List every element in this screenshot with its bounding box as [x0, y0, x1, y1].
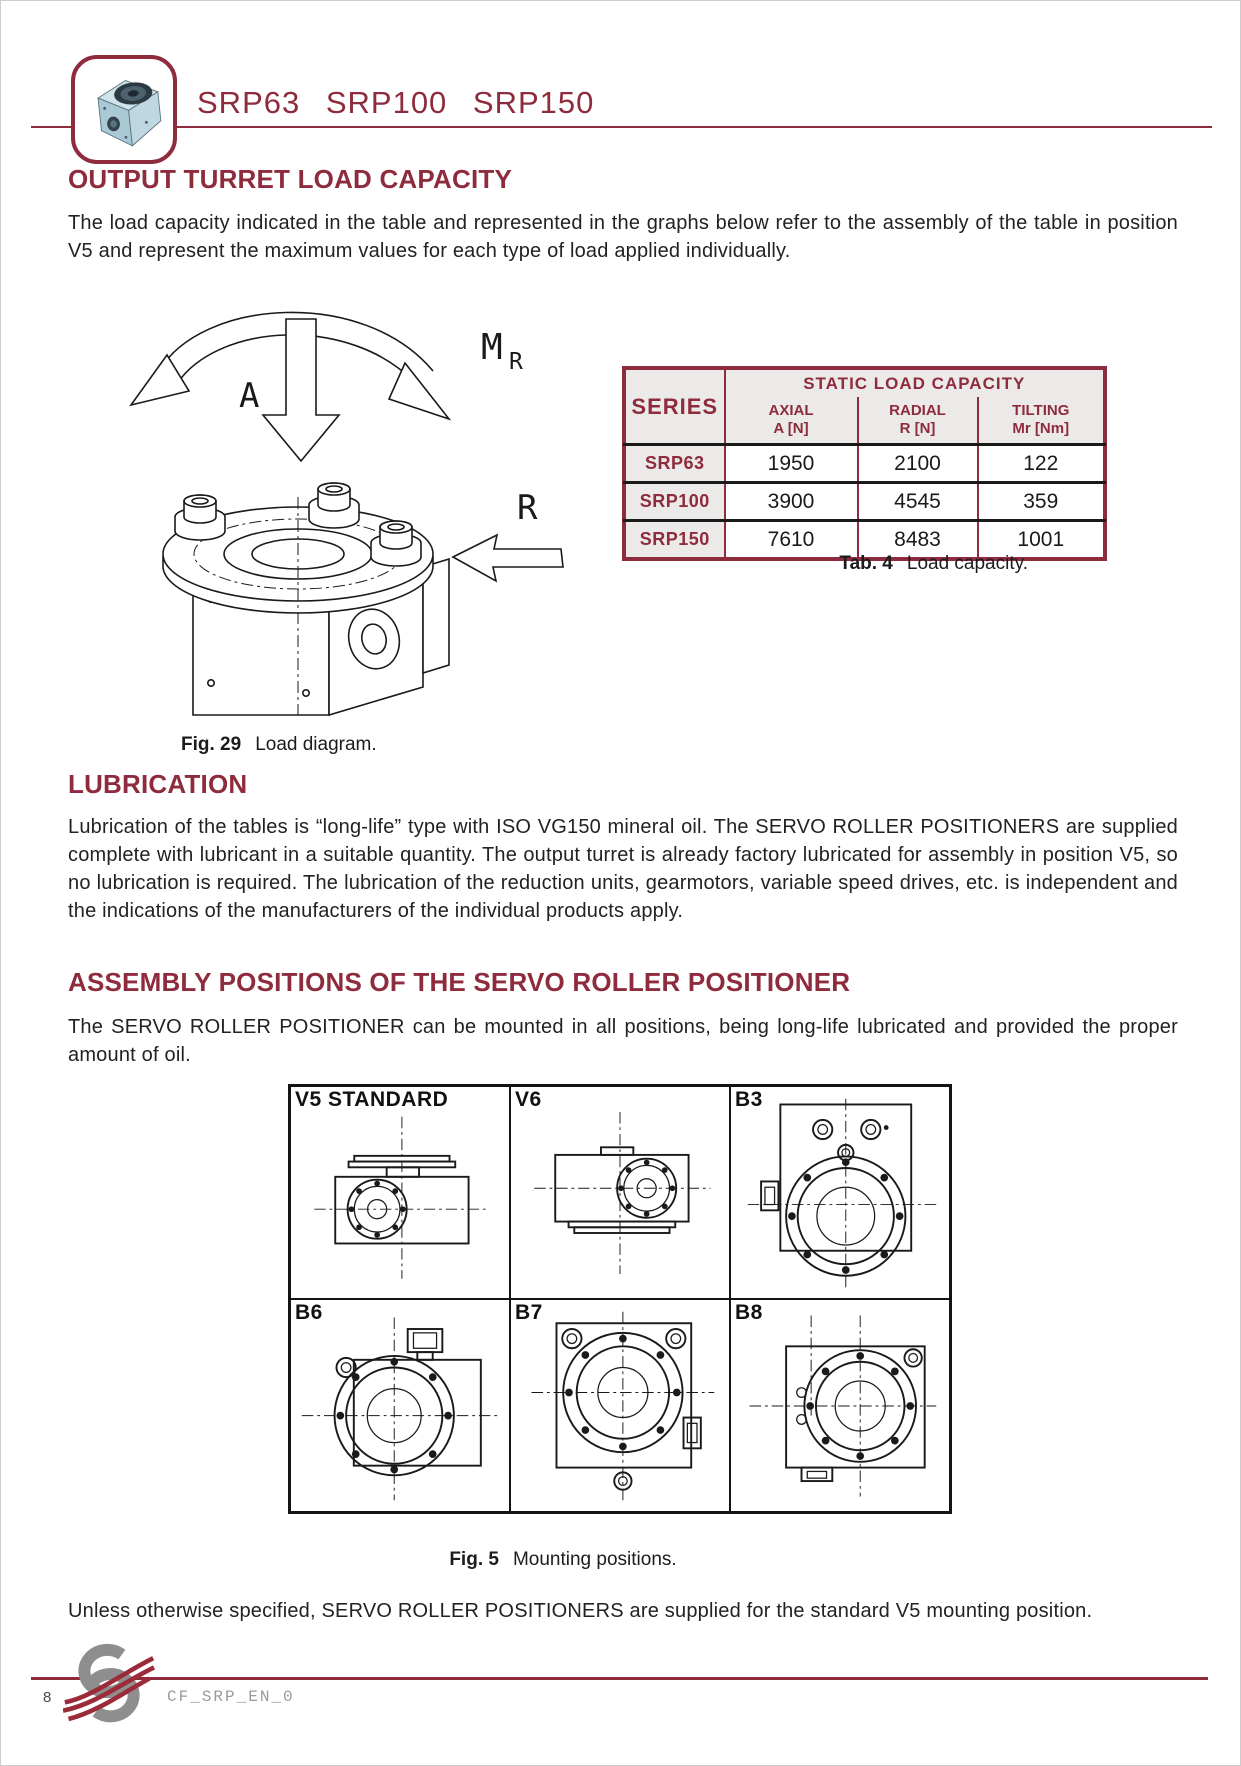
mounting-cell-b6	[290, 1299, 510, 1512]
mounting-caption-text: Mounting positions.	[512, 1549, 677, 1570]
section-heading-lubrication: LUBRICATION	[68, 769, 248, 799]
table-col-radial: RADIAL R [N]	[858, 397, 978, 445]
load-diagram-figure	[101, 267, 566, 719]
mounting-drawing-v6	[513, 1093, 727, 1293]
mounting-cell-label: B3	[735, 1088, 763, 1111]
mounting-drawing-v5	[293, 1093, 507, 1293]
radial-label: R	[517, 488, 538, 528]
company-logo-icon	[63, 1643, 155, 1730]
page-title: SRP63 SRP100 SRP150	[197, 85, 595, 120]
product-photo-box	[71, 55, 177, 164]
table-caption-label: Tab. 4	[839, 553, 893, 574]
mounting-figure-caption	[288, 1549, 838, 1571]
mounting-cell-v5	[290, 1086, 510, 1299]
table-caption	[623, 553, 1028, 575]
mounting-drawing-b3	[733, 1091, 947, 1295]
mounting-cell-label: B6	[295, 1301, 323, 1324]
table-row: SRP63 1950 2100 122	[625, 445, 1105, 483]
static-load-capacity-table	[623, 367, 1106, 560]
mounting-cell-b3	[730, 1086, 950, 1299]
radial-arrow-icon	[453, 535, 563, 581]
mounting-cell-label: B7	[515, 1301, 543, 1324]
axial-arrow-icon	[263, 319, 339, 461]
mounting-cell-v6	[510, 1086, 730, 1299]
lubrication-paragraph: Lubrication of the tables is “long-life” type with ISO VG150 mineral oil. The SERVO ROLLER POSITIONERS are supplied complete with lubricant in a suitable quantity. The output turret is already factory lubricated for assembly in position V5, so no lubrication is required. The lubrication of the reduction units, gearmotors, variable speed drives, etc. is independent and the indications of the manufacturers of the individual products apply.	[68, 816, 1178, 922]
axial-label: A	[239, 376, 260, 416]
mounting-cell-label: V5 STANDARD	[295, 1088, 449, 1111]
load-capacity-paragraph: The load capacity indicated in the table and represented in the graphs below refer to the assembly of the table in position V5 and represent the maximum values for each type of load applied individually.	[68, 212, 1178, 262]
mounting-caption-label: Fig. 5	[449, 1549, 499, 1570]
load-diagram-caption-label: Fig. 29	[181, 734, 242, 755]
product-photo-icon	[83, 68, 165, 152]
mounting-cell-label: B8	[735, 1301, 763, 1324]
rotary-table-drawing	[163, 483, 449, 715]
table-title: STATIC LOAD CAPACITY	[725, 369, 1105, 398]
load-diagram-caption-text: Load diagram.	[255, 734, 377, 755]
mounting-drawing-b7	[513, 1304, 727, 1508]
table-col-tilting: TILTING Mr [Nm]	[978, 397, 1105, 445]
table-caption-text: Load capacity.	[906, 553, 1028, 574]
page-number: 8	[43, 1689, 52, 1706]
table-row: SRP100 3900 4545 359	[625, 483, 1105, 521]
load-diagram-caption	[181, 734, 377, 756]
tilting-moment-label: M	[481, 327, 503, 368]
assembly-paragraph: The SERVO ROLLER POSITIONER can be mounted in all positions, being long-life lubricated and provided the proper amount of oil.	[68, 1016, 1178, 1066]
closing-paragraph: Unless otherwise specified, SERVO ROLLER POSITIONERS are supplied for the standard V5 mounting position.	[68, 1600, 1093, 1622]
table-series-header: SERIES	[625, 369, 725, 445]
header-rule	[31, 126, 1212, 128]
table-col-axial: AXIAL A [N]	[725, 397, 858, 445]
mounting-drawing-b6	[293, 1304, 507, 1508]
mounting-cell-label: V6	[515, 1088, 542, 1111]
mounting-drawing-b8	[733, 1304, 947, 1508]
section-heading-load-capacity: OUTPUT TURRET LOAD CAPACITY	[68, 164, 513, 194]
table-row: SRP150 7610 8483 1001	[625, 521, 1105, 559]
footer-rule	[31, 1677, 1208, 1680]
section-heading-assembly: ASSEMBLY POSITIONS OF THE SERVO ROLLER POSITIONER	[68, 967, 851, 997]
tilting-moment-sub-label: R	[509, 349, 523, 375]
mounting-positions-figure	[288, 1084, 952, 1514]
mounting-cell-b8	[730, 1299, 950, 1512]
mounting-cell-b7	[510, 1299, 730, 1512]
document-code: CF_SRP_EN_0	[167, 1688, 295, 1706]
